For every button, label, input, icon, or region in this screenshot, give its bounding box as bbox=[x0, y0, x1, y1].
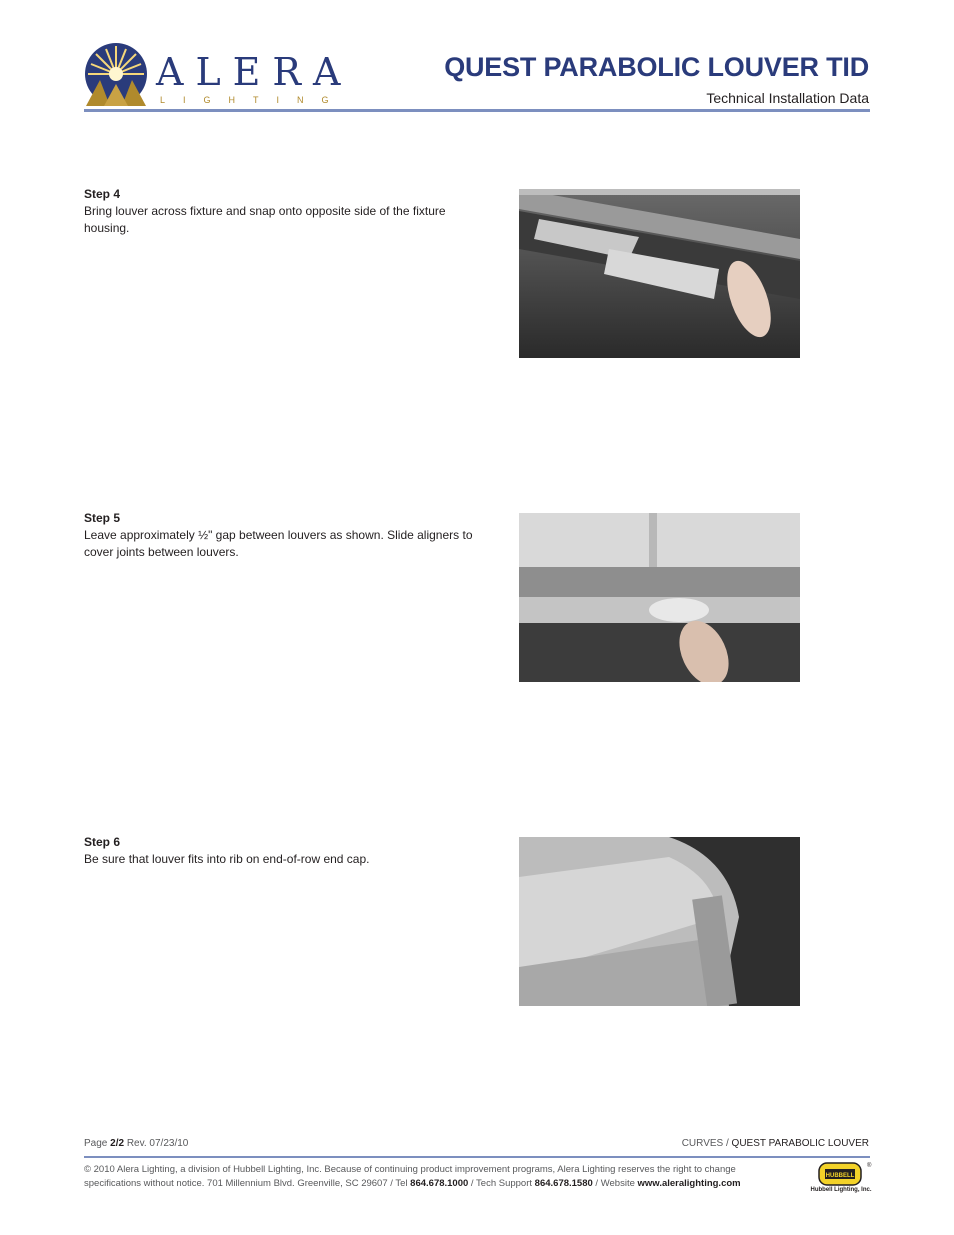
page-number bbox=[84, 1138, 188, 1149]
step-label: Step 4 bbox=[84, 187, 121, 201]
footer-legal-text bbox=[84, 1163, 784, 1190]
step-5 bbox=[84, 510, 476, 561]
step-text: Leave approximately ½" gap between louvers as shown. Slide aligners to cover joints between louvers. bbox=[84, 528, 473, 559]
legal-text: © 2010 Alera Lighting, a division of Hubbell Lighting, Inc. Because of continuing product improvement programs, Alera Lighting reserves the right to change specifications without notice. 701 Millennium Blvd. Greenville, SC 29607 / Tel bbox=[84, 1164, 736, 1189]
svg-text:®: ® bbox=[867, 1163, 872, 1169]
page-value: 2/2 bbox=[110, 1138, 125, 1149]
revision: Rev. 07/23/10 bbox=[124, 1138, 189, 1149]
hubbell-logo bbox=[810, 1160, 872, 1196]
alera-logo bbox=[80, 40, 353, 110]
step-6-photo bbox=[519, 837, 800, 1006]
hubbell-badge-text: HUBBELL bbox=[825, 1173, 855, 1179]
curves-label: CURVES / bbox=[681, 1138, 732, 1149]
document-title: QUEST PARABOLIC LOUVER TID bbox=[444, 52, 869, 82]
footer-product-ref bbox=[682, 1138, 869, 1149]
step-text: Be sure that louver fits into rib on end-of-row end cap. bbox=[84, 852, 370, 866]
logo-subtitle: LIGHTING bbox=[160, 95, 347, 105]
sunburst-icon bbox=[80, 40, 152, 110]
legal-text: / Tech Support bbox=[468, 1177, 535, 1189]
page-prefix: Page bbox=[84, 1138, 111, 1149]
hubbell-badge-icon bbox=[810, 1160, 872, 1188]
step-label: Step 5 bbox=[84, 511, 121, 525]
website-link[interactable]: www.aleralighting.com bbox=[637, 1177, 741, 1189]
product-name: QUEST PARABOLIC LOUVER bbox=[731, 1138, 869, 1149]
document-subtitle: Technical Installation Data bbox=[706, 90, 869, 106]
step-label: Step 6 bbox=[84, 835, 121, 849]
logo-wordmark: ALERA bbox=[156, 50, 353, 94]
step-4 bbox=[84, 186, 476, 237]
hubbell-sub-label: Hubbell Lighting, Inc. bbox=[810, 1187, 872, 1193]
step-4-photo bbox=[519, 189, 800, 358]
tech-support-number: 864.678.1580 bbox=[534, 1177, 593, 1189]
step-6 bbox=[84, 834, 476, 868]
step-text: Bring louver across fixture and snap onto opposite side of the fixture housing. bbox=[84, 204, 446, 235]
step-5-photo bbox=[519, 513, 800, 682]
header-divider bbox=[84, 109, 870, 112]
legal-text: / Website bbox=[592, 1177, 638, 1189]
tel-number: 864.678.1000 bbox=[410, 1177, 469, 1189]
footer-divider bbox=[84, 1156, 870, 1158]
